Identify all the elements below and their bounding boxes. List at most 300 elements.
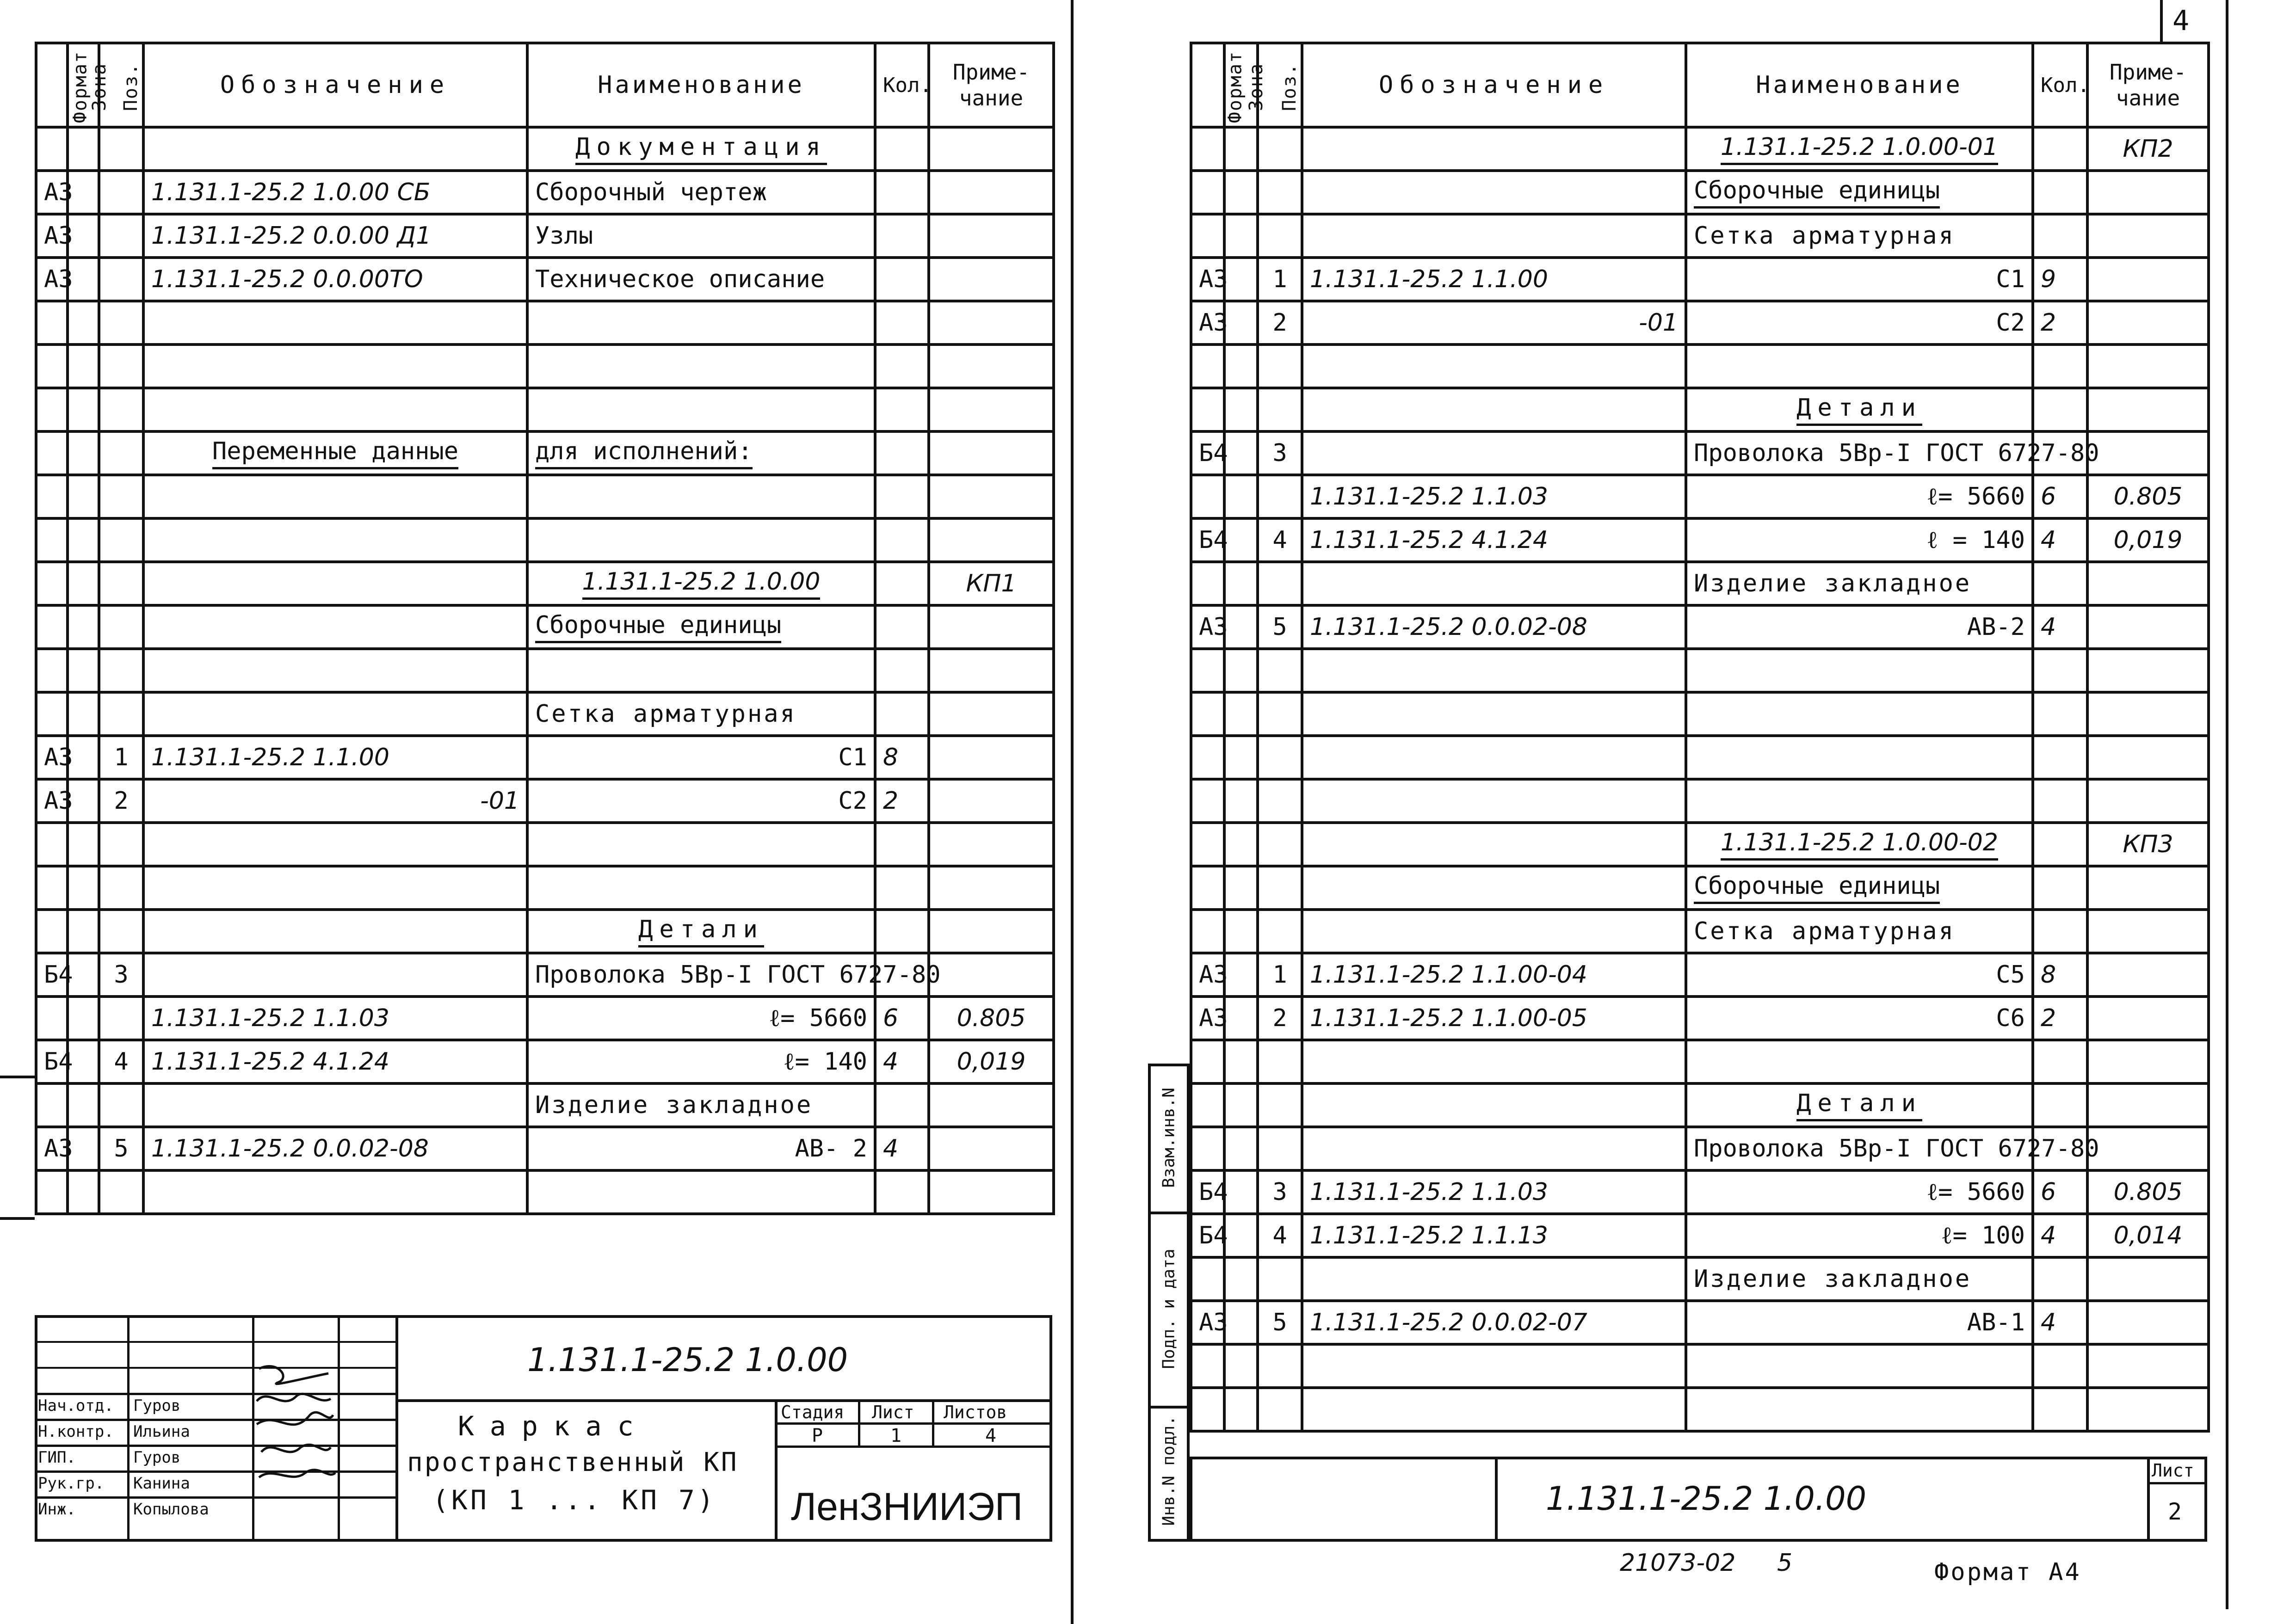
cell-format: Б4 [36,953,68,997]
cell-format [1191,1344,1224,1388]
cell-qty [2033,779,2087,823]
cell-position [1258,866,1302,910]
table-row [1191,1344,2209,1388]
cell-format [36,562,68,605]
cell-designation [1302,214,1686,258]
cell-zone [1224,953,1258,997]
cell-zone [1224,1388,1258,1431]
side-label-signature-date: Подп. и дата [1159,1249,1179,1369]
header-pos: Поз. [1258,43,1302,127]
cell-qty [2033,649,2087,692]
cell-name: Узлы [527,214,875,258]
cell-zone [1224,258,1258,301]
cell-zone [68,301,99,344]
cell-designation: 1.131.1-25.2 4.1.24 [143,1040,527,1083]
cell-qty [2033,344,2087,388]
cell-zone [1224,388,1258,431]
cell-position [99,475,143,518]
cell-position: 2 [99,779,143,823]
table-row [36,649,1054,692]
cell-name: Документация [527,127,875,171]
cell-position: 5 [1258,1301,1302,1344]
cell-name [1686,1344,2033,1388]
table-row [36,605,1054,649]
cell-name [1686,649,2033,692]
cell-position [1258,736,1302,779]
cell-position [99,518,143,562]
cell-qty [875,866,929,910]
cell-designation: -01 [143,779,527,823]
cell-name: С1 [527,736,875,779]
cell-format [1191,388,1224,431]
cell-name: Сетка арматурная [1686,910,2033,953]
table-row [36,953,1054,997]
cell-designation: 1.131.1-25.2 1.1.00 [1302,258,1686,301]
cell-note [929,1083,1054,1127]
cell-note [929,388,1054,431]
cell-name: 1.131.1-25.2 1.0.00-01 [1686,127,2033,171]
cell-note [2087,214,2209,258]
cell-position [1258,779,1302,823]
cell-format [36,344,68,388]
sheet-label: Лист [872,1402,914,1422]
cell-position: 3 [1258,431,1302,475]
cell-position [1258,910,1302,953]
cell-designation [1302,1344,1686,1388]
cell-qty: 8 [2033,953,2087,997]
cell-format: Б4 [1191,518,1224,562]
table-row [36,518,1054,562]
table-row [36,1083,1054,1127]
cell-designation [143,301,527,344]
cell-note: КП1 [929,562,1054,605]
cell-qty: 6 [2033,1170,2087,1214]
cell-zone [1224,1127,1258,1170]
cell-qty [2033,388,2087,431]
cell-designation [1302,1083,1686,1127]
table-row [1191,779,2209,823]
cell-note [2087,692,2209,736]
cell-zone [1224,779,1258,823]
cell-designation [1302,1040,1686,1083]
stage-value: Р [812,1425,823,1446]
cell-zone [1224,605,1258,649]
cell-note [2087,388,2209,431]
table-row [36,344,1054,388]
cell-note [2087,649,2209,692]
cell-format: Б4 [1191,1214,1224,1257]
cell-qty: 6 [2033,475,2087,518]
cell-name: АВ-2 [1686,605,2033,649]
header-pos: Поз. [99,43,143,127]
sheet-value: 1 [890,1425,902,1446]
cell-qty [875,910,929,953]
cell-zone [1224,344,1258,388]
cell-position [1258,692,1302,736]
cell-zone [1224,1301,1258,1344]
cell-zone [1224,1170,1258,1214]
cell-name [527,344,875,388]
table-row [36,562,1054,605]
cell-designation: 1.131.1-25.2 4.1.24 [1302,518,1686,562]
table-row [36,214,1054,258]
cell-note: 0,019 [929,1040,1054,1083]
cell-name: Сетка арматурная [1686,214,2033,258]
cell-position: 5 [1258,605,1302,649]
cell-note [929,344,1054,388]
cell-note [929,692,1054,736]
cell-note [2087,1127,2209,1170]
cell-position [1258,475,1302,518]
cell-qty [2033,1388,2087,1431]
cell-note [2087,344,2209,388]
cell-name: ℓ= 140 [527,1040,875,1083]
table-row [36,475,1054,518]
cell-qty [2033,1257,2087,1301]
cell-qty [2033,692,2087,736]
cell-name: Детали [527,910,875,953]
cell-zone [68,431,99,475]
cell-zone [1224,692,1258,736]
cell-name: Проволока 5Вр-I ГОСТ 6727-80 [1686,1127,2033,1170]
cell-zone [1224,823,1258,866]
cell-note: 0.805 [2087,1170,2209,1214]
cell-qty [875,562,929,605]
sheets-value: 4 [985,1425,997,1446]
cell-qty [2033,910,2087,953]
table-row [1191,910,2209,953]
cell-zone [1224,866,1258,910]
cell-designation [143,605,527,649]
table-row [1191,866,2209,910]
cell-qty [2033,736,2087,779]
cell-format [1191,1257,1224,1301]
cell-name: Сборочные единицы [1686,171,2033,214]
right-sheet [1148,0,2296,1624]
table-row [1191,1170,2209,1214]
cell-qty: 8 [875,736,929,779]
cell-position: 1 [99,736,143,779]
cell-name: Изделие закладное [1686,1257,2033,1301]
cell-zone [1224,431,1258,475]
cell-name: Сетка арматурная [527,692,875,736]
cell-format: А3 [36,214,68,258]
cell-format [36,388,68,431]
cell-position: 4 [1258,518,1302,562]
cell-format [36,475,68,518]
cell-qty [2033,127,2087,171]
cell-format [36,649,68,692]
table-row [1191,692,2209,736]
cell-qty [875,431,929,475]
cell-note [2087,605,2209,649]
cell-note: КП3 [2087,823,2209,866]
cell-format [36,301,68,344]
table-row [36,997,1054,1040]
order-sheet: 5 [1777,1549,1793,1577]
cell-note [2087,1388,2209,1431]
cell-note [2087,736,2209,779]
cell-format: А3 [36,1127,68,1170]
cell-zone [1224,127,1258,171]
cell-zone [68,344,99,388]
stamp-title-line2: пространственный КП [407,1447,739,1477]
cell-format [1191,649,1224,692]
cell-note [2087,171,2209,214]
cell-qty: 2 [2033,301,2087,344]
cell-format [36,431,68,475]
cell-format: А3 [36,171,68,214]
table-row [1191,997,2209,1040]
cell-qty [875,518,929,562]
cell-qty [875,692,929,736]
cell-position [99,1170,143,1214]
cell-qty [2033,1040,2087,1083]
stamp-title-line1: Каркас [458,1410,649,1442]
cell-note [2087,1257,2209,1301]
cell-zone [1224,518,1258,562]
cell-position: 1 [1258,953,1302,997]
cell-position [1258,388,1302,431]
right-sheet-value: 2 [2168,1498,2182,1525]
cell-position: 5 [99,1127,143,1170]
table-header-row [36,43,1054,127]
cell-designation [143,127,527,171]
cell-format [1191,127,1224,171]
cell-designation: 1.131.1-25.2 0.0.00 Д1 [143,214,527,258]
table-row [1191,1388,2209,1431]
cell-note [929,605,1054,649]
cell-designation [1302,692,1686,736]
table-row [36,823,1054,866]
table-row [1191,475,2209,518]
cell-name: 1.131.1-25.2 1.0.00 [527,562,875,605]
table-row [36,171,1054,214]
header-zone: Зона [1224,43,1258,127]
cell-position [1258,344,1302,388]
table-row [36,736,1054,779]
cell-zone [68,866,99,910]
header-designation: Обозначение [143,43,527,127]
table-header-row [1191,43,2209,127]
cell-position [1258,1344,1302,1388]
cell-position [1258,1040,1302,1083]
cell-name: С1 [1686,258,2033,301]
stamp-person: Гуров [133,1396,181,1415]
cell-qty [875,214,929,258]
cell-note [929,127,1054,171]
cell-designation [143,910,527,953]
cell-note: 0,019 [2087,518,2209,562]
cell-format: Б4 [1191,1170,1224,1214]
cell-format: А3 [36,736,68,779]
table-row [1191,1040,2209,1083]
cell-zone [68,1083,99,1127]
cell-designation [1302,171,1686,214]
cell-note [929,431,1054,475]
cell-zone [68,562,99,605]
cell-note [2087,258,2209,301]
table-row [36,779,1054,823]
cell-note [929,1127,1054,1170]
cell-format: А3 [1191,1301,1224,1344]
cell-format [1191,1127,1224,1170]
sheets-label: Листов [944,1402,1007,1422]
cell-qty [2033,1083,2087,1127]
cell-format: Б4 [36,1040,68,1083]
cell-note [929,736,1054,779]
cell-zone [68,388,99,431]
stamp-role: Рук.гр. [38,1474,105,1493]
table-row [1191,736,2209,779]
cell-qty [875,127,929,171]
table-row [36,258,1054,301]
cell-qty [2033,562,2087,605]
cell-zone [1224,910,1258,953]
order-number: 21073-02 [1620,1549,1736,1577]
cell-designation: 1.131.1-25.2 0.0.02-07 [1302,1301,1686,1344]
cell-position [99,1083,143,1127]
cell-designation [143,475,527,518]
cell-note: 0.805 [2087,475,2209,518]
cell-format [1191,866,1224,910]
cell-note [929,1170,1054,1214]
cell-name: ℓ= 100 [1686,1214,2033,1257]
cell-name: Детали [1686,388,2033,431]
cell-format: А3 [36,258,68,301]
cell-position [99,866,143,910]
table-row [36,1127,1054,1170]
cell-zone [1224,649,1258,692]
cell-name: Проволока 5Вр-I ГОСТ 6727-80 [527,953,875,997]
cell-name: Техническое описание [527,258,875,301]
cell-position [1258,823,1302,866]
cell-designation [1302,431,1686,475]
cell-designation: 1.131.1-25.2 1.0.00 СБ [143,171,527,214]
cell-qty [2033,171,2087,214]
table-row [36,431,1054,475]
table-row [1191,214,2209,258]
cell-position [99,997,143,1040]
table-row [1191,823,2209,866]
cell-note [929,823,1054,866]
right-specification-table [1190,42,2210,1433]
table-row [1191,1301,2209,1344]
right-sheet-label: Лист [2152,1460,2194,1481]
table-row [36,1040,1054,1083]
cell-designation [1302,910,1686,953]
cell-designation [1302,823,1686,866]
header-note: Приме- чание [2087,43,2209,127]
cell-position [1258,1083,1302,1127]
cell-zone [68,127,99,171]
cell-position [99,692,143,736]
cell-format [1191,1083,1224,1127]
cell-qty [2033,866,2087,910]
cell-designation: 1.131.1-25.2 1.1.03 [1302,1170,1686,1214]
cell-zone [68,605,99,649]
cell-zone [68,649,99,692]
stamp-person: Гуров [133,1448,181,1467]
cell-designation [1302,562,1686,605]
cell-format [1191,1388,1224,1431]
header-zone: Зона [68,43,99,127]
cell-position: 4 [1258,1214,1302,1257]
cell-zone [1224,736,1258,779]
cell-note: КП2 [2087,127,2209,171]
cell-designation [1302,779,1686,823]
cell-name: ℓ= 5660 [1686,475,2033,518]
cell-zone [1224,171,1258,214]
cell-name: ℓ= 5660 [527,997,875,1040]
cell-position [99,214,143,258]
table-row [1191,953,2209,997]
cell-format: А3 [1191,258,1224,301]
table-row [1191,431,2209,475]
cell-designation [1302,649,1686,692]
table-row [36,692,1054,736]
stamp-role: Инж. [38,1500,76,1519]
cell-format [1191,823,1224,866]
cell-format: А3 [1191,953,1224,997]
cell-designation: 1.131.1-25.2 1.1.00-05 [1302,997,1686,1040]
header-format: Формат [1191,43,1224,127]
cell-designation [143,953,527,997]
cell-position [1258,1257,1302,1301]
cell-name: ℓ = 140 [1686,518,2033,562]
cell-designation: 1.131.1-25.2 0.0.00ТО [143,258,527,301]
stamp-person: Копылова [133,1500,209,1519]
header-name: Наименование [527,43,875,127]
cell-zone [1224,475,1258,518]
side-label-replaced-inventory: Взам.инв.N [1159,1088,1179,1188]
table-row [1191,171,2209,214]
cell-name: Сборочные единицы [1686,866,2033,910]
cell-designation [1302,344,1686,388]
cell-name: 1.131.1-25.2 1.0.00-02 [1686,823,2033,866]
table-row [1191,301,2209,344]
cell-qty [875,171,929,214]
cell-designation [143,562,527,605]
cell-format [1191,171,1224,214]
cell-position [99,344,143,388]
cell-designation: Переменные данные [143,431,527,475]
cell-note [2087,431,2209,475]
cell-zone [68,518,99,562]
cell-format [1191,344,1224,388]
cell-note [929,258,1054,301]
cell-note [929,518,1054,562]
cell-designation: 1.131.1-25.2 1.1.03 [143,997,527,1040]
cell-position [99,823,143,866]
cell-format [36,866,68,910]
table-row [1191,1257,2209,1301]
cell-note: 0,014 [2087,1214,2209,1257]
cell-format: А3 [36,779,68,823]
stage-label: Стадия [781,1402,845,1422]
cell-zone [1224,562,1258,605]
cell-designation [1302,1388,1686,1431]
cell-format [36,823,68,866]
left-specification-table [35,42,1055,1215]
cell-zone [68,997,99,1040]
cell-name [527,301,875,344]
cell-format [1191,562,1224,605]
cell-qty: 4 [2033,1301,2087,1344]
cell-position: 1 [1258,258,1302,301]
table-row [36,866,1054,910]
cell-name: Сборочные единицы [527,605,875,649]
